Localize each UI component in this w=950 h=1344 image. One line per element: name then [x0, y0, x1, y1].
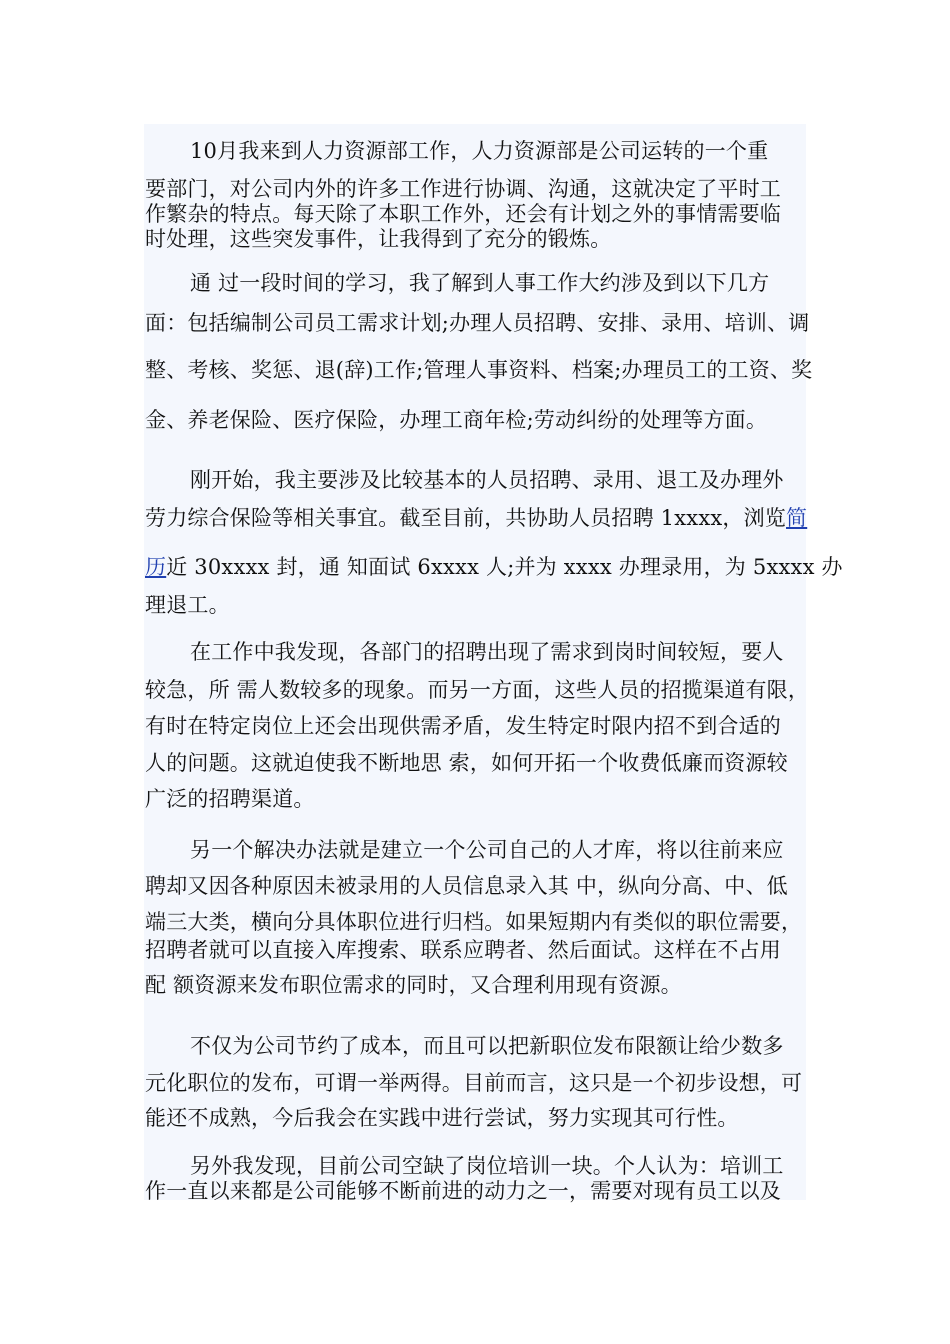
paragraph-7-line-2: 作一直以来都是公司能够不断前进的动力之一，需要对现有员工以及 — [145, 1179, 781, 1203]
resume-link-part-1[interactable]: 简 — [786, 506, 808, 530]
paragraph-5-line-3: 端三大类，横向分具体职位进行归档。如果短期内有类似的职位需要， — [145, 910, 803, 934]
paragraph-5-line-2: 聘却又因各种原因未被录用的人员信息录入其 中，纵向分高、中、低 — [145, 874, 788, 898]
paragraph-7-line-1: 另外我发现，目前公司空缺了岗位培训一块。个人认为：培训工 — [190, 1154, 784, 1178]
paragraph-6-line-2: 元化职位的发布，可谓一举两得。目前而言，这只是一个初步设想，可 — [145, 1071, 803, 1095]
paragraph-2-line-1: 通 过一段时间的学习，我了解到人事工作大约涉及到以下几方 — [190, 271, 770, 295]
paragraph-3-line-2-text: 劳力综合保险等相关事宜。截至目前，共协助人员招聘 1xxxx，浏览 — [145, 506, 787, 530]
paragraph-5-line-1: 另一个解决办法就是建立一个公司自己的人才库，将以往前来应 — [190, 838, 784, 862]
paragraph-3-line-4: 理退工。 — [145, 593, 230, 617]
paragraph-3-line-1: 刚开始，我主要涉及比较基本的人员招聘、录用、退工及办理外 — [190, 468, 784, 492]
paragraph-3-line-2 — [145, 505, 807, 531]
paragraph-3-line-3 — [145, 554, 843, 580]
paragraph-6-line-1: 不仅为公司节约了成本，而且可以把新职位发布限额让给少数多 — [190, 1034, 784, 1058]
resume-link-part-2[interactable]: 历 — [145, 555, 167, 579]
paragraph-2-line-3: 整、考核、奖惩、退(辞)工作;管理人事资料、档案;办理员工的工资、奖 — [145, 358, 813, 382]
paragraph-4-line-5: 广泛的招聘渠道。 — [145, 787, 315, 811]
paragraph-6-line-3: 能还不成熟，今后我会在实践中进行尝试，努力实现其可行性。 — [145, 1106, 739, 1130]
paragraph-1-line-3: 作繁杂的特点。每天除了本职工作外，还会有计划之外的事情需要临 — [145, 202, 781, 226]
paragraph-1-line-4: 时处理，这些突发事件，让我得到了充分的锻炼。 — [145, 227, 612, 251]
paragraph-5-line-5: 配 额资源来发布职位需求的同时，又合理利用现有资源。 — [145, 973, 682, 997]
paragraph-4-line-1: 在工作中我发现，各部门的招聘出现了需求到岗时间较短，要人 — [190, 640, 784, 664]
paragraph-4-line-2: 较急，所 需人数较多的现象。而另一方面，这些人员的招揽渠道有限， — [145, 678, 810, 702]
paragraph-1-line-1: 10月我来到人力资源部工作，人力资源部是公司运转的一个重 — [190, 139, 769, 163]
paragraph-5-line-4: 招聘者就可以直接入库搜索、联系应聘者、然后面试。这样在不占用 — [145, 938, 781, 962]
paragraph-3-line-3-text: 近 30xxxx 封，通 知面试 6xxxx 人;并为 xxxx 办理录用，为 5xxxx 办 — [166, 555, 843, 579]
paragraph-4-line-4: 人的问题。这就迫使我不断地思 索，如何开拓一个收费低廉而资源较 — [145, 751, 788, 775]
paragraph-2-line-4: 金、养老保险、医疗保险，办理工商年检;劳动纠纷的处理等方面。 — [145, 408, 768, 432]
paragraph-1-line-2: 要部门，对公司内外的许多工作进行协调、沟通，这就决定了平时工 — [145, 177, 781, 201]
paragraph-4-line-3: 有时在特定岗位上还会出现供需矛盾，发生特定时限内招不到合适的 — [145, 714, 781, 738]
paragraph-2-line-2: 面：包括编制公司员工需求计划;办理人员招聘、安排、录用、培训、调 — [145, 311, 810, 335]
